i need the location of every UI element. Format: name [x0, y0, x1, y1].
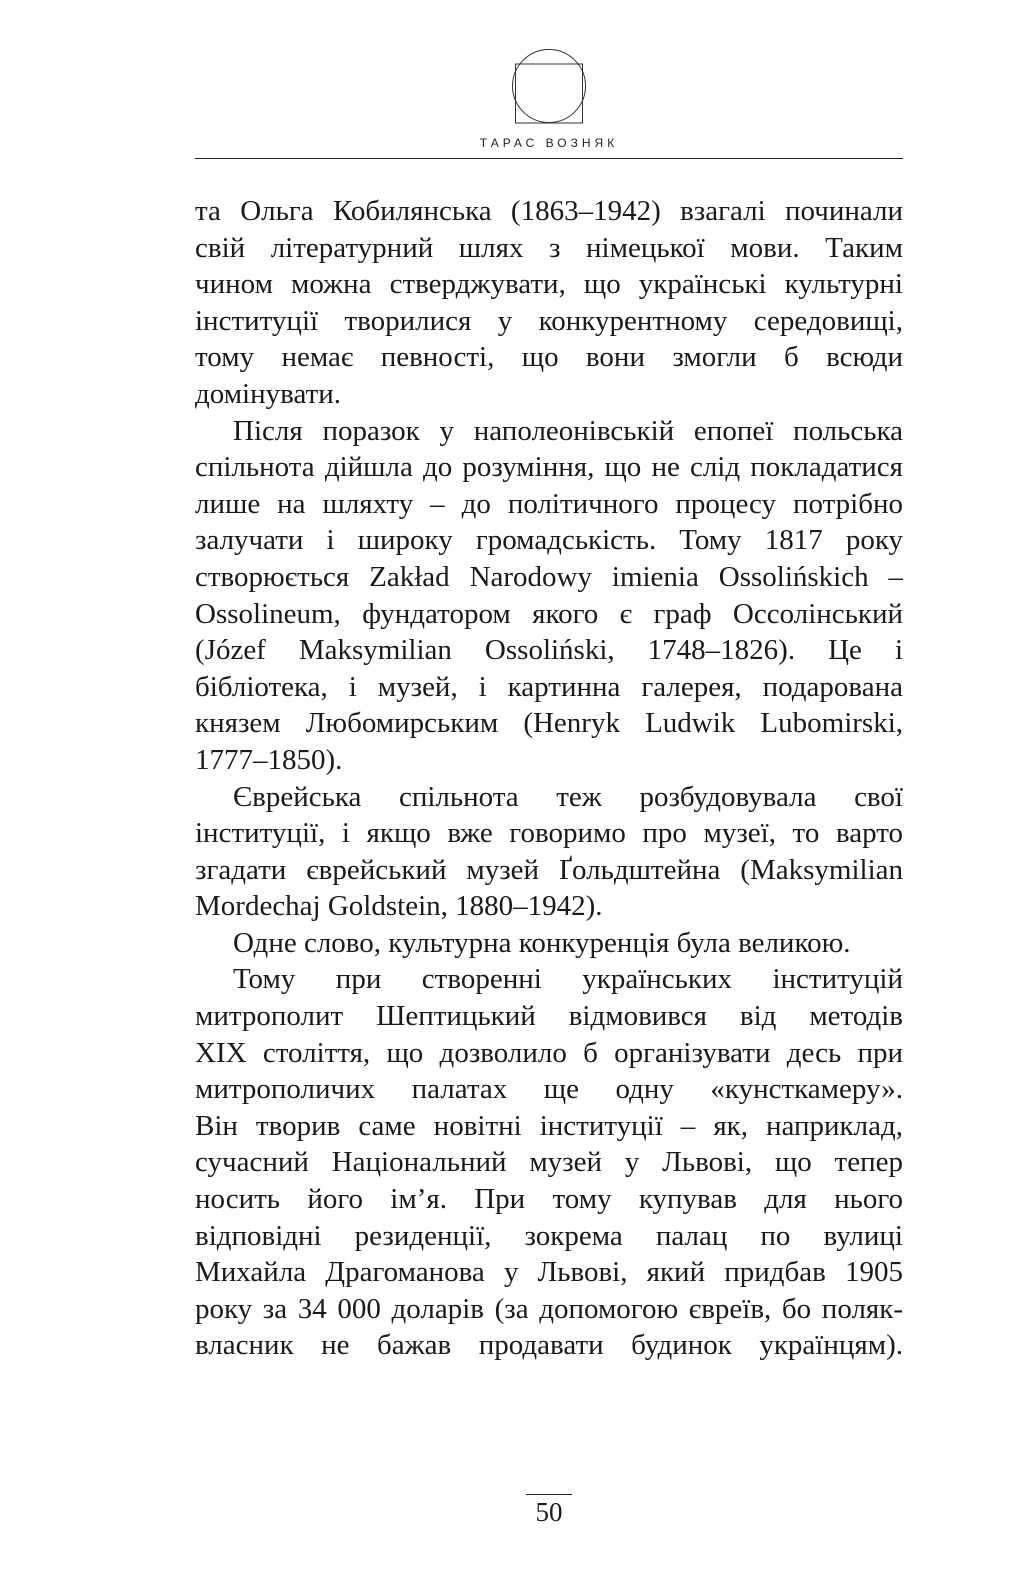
text-line: Mordechaj Goldstein, 1880–1942).	[195, 890, 603, 923]
text-line: Тому при створенні українських інституцій	[233, 963, 903, 996]
text-line: та Ольга Кобилянська (1863–1942) взагалі починали	[195, 195, 903, 227]
text-line: свій літературний шлях з німецької мови. Таким	[195, 231, 903, 264]
text-line: інституції творилися у конкурентному середовищі,	[195, 304, 903, 337]
text-line: бібліотека, і музей, і картинна галерея, подарована	[195, 670, 903, 703]
text-line: Михайла Драгоманова у Львові, який придбав 1905	[195, 1256, 903, 1289]
circle-square-logo	[511, 48, 587, 124]
text-line: залучати і широку громадськість. Тому 1817 року	[195, 524, 903, 557]
text-line: (Józef Maksymilian Ossoliński, 1748–1826). Це і	[195, 634, 903, 667]
text-line: відповідні резиденції, зокрема палац по вулиці	[195, 1219, 903, 1252]
text-line: Одне слово, культурна конкуренція була великою.	[233, 926, 851, 959]
text-line: Після поразок у наполеонівській епопеї польська	[233, 414, 903, 447]
text-line: князем Любомирським (Henryk Ludwik Lubomirski,	[195, 707, 903, 740]
text-line: власник не бажав продавати будинок українцям).	[195, 1329, 903, 1362]
text-line: носить його ім’я. При тому купував для нього	[195, 1183, 903, 1216]
text-line: Єврейська спільнота теж розбудовувала свої	[233, 780, 903, 813]
running-head-author: ТАРАС ВОЗНЯК	[479, 136, 619, 150]
text-line: чином можна стверджувати, що українські культурні	[195, 268, 903, 301]
page-number-rule	[526, 1494, 572, 1495]
header-rule	[195, 158, 903, 159]
text-line: митрополичих палатах ще одну «кунсткамеру».	[195, 1073, 903, 1106]
text-line: спільнота дійшла до розуміння, що не слід покладатися	[195, 451, 903, 484]
body-text	[195, 193, 903, 1364]
text-line: 1777–1850).	[195, 743, 343, 776]
text-line: домінувати.	[195, 377, 342, 410]
text-line: XIX століття, що дозволило б організувати десь при	[195, 1036, 903, 1069]
text-line: лише на шляхту – до політичного процесу потрібно	[195, 487, 903, 520]
page-number: 50	[535, 1497, 563, 1527]
text-line: тому немає певності, що вони змогли б всюди	[195, 341, 903, 374]
text-line: згадати єврейський музей Ґольдштейна (Maksymilian	[195, 853, 903, 886]
text-line: сучасний Національний музей у Львові, що тепер	[195, 1146, 903, 1179]
text-line: інституції, і якщо вже говоримо про музеї, то варто	[195, 817, 903, 850]
text-line: Він творив саме новітні інституції – як, наприклад,	[195, 1109, 903, 1142]
text-line: створюється Zakład Narodowy imienia Ossolińskich –	[195, 560, 903, 593]
text-line: митрополит Шептицький відмовився від методів	[195, 1000, 903, 1033]
text-line: Ossolineum, фундатором якого є граф Оссолінський	[195, 597, 903, 630]
text-line: року за 34 000 доларів (за допомогою євреїв, бо поляк-	[195, 1292, 903, 1325]
